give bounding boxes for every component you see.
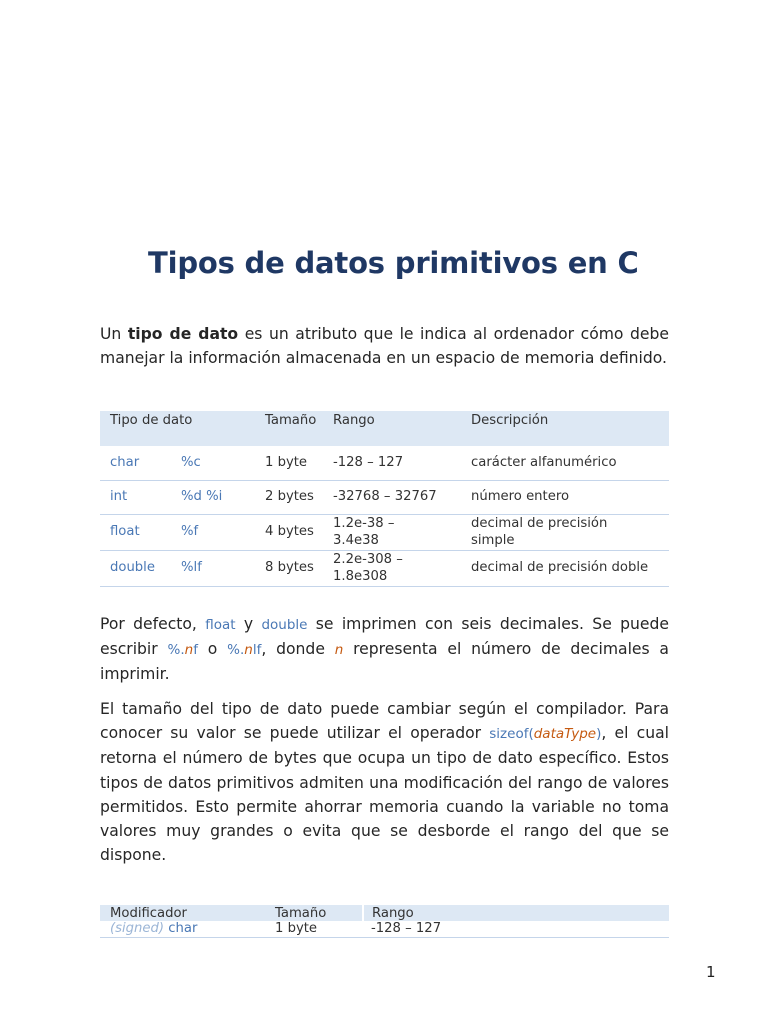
table-row (100, 921, 669, 937)
header-type: Tipo de dato (100, 411, 265, 446)
type-description: carácter alfanumérico (471, 446, 669, 480)
format-float-n: n (184, 642, 194, 659)
signed-modifier: (signed) (110, 921, 165, 937)
table-row (100, 446, 669, 480)
types-table (100, 411, 669, 587)
types-table-header (100, 411, 669, 446)
table-row (100, 480, 669, 514)
type-name: char (168, 921, 198, 937)
type-size: 4 bytes (265, 514, 333, 550)
intro-bold-term: tipo de dato (127, 325, 239, 343)
format-float-suffix: f (193, 642, 198, 659)
format-specifier: %c (181, 446, 265, 480)
modifier-range: -128 – 127 (363, 921, 669, 937)
intro-text-end: es un atributo que le indica al ordenador cómo debe manejar la información almacenada en un espacio de memoria definido. (100, 325, 669, 368)
sizeof-close: ) (596, 726, 602, 743)
header-range: Rango (363, 905, 669, 921)
format-specifier: %lf (181, 550, 265, 586)
header-size: Tamaño (275, 905, 363, 921)
format-double-n: n (244, 642, 253, 659)
header-modifier: Modificador (100, 905, 275, 921)
type-size: 8 bytes (265, 550, 333, 586)
defaults-text: representa el número de decimales a imprimir. (100, 640, 669, 684)
format-double-prefix: %. (227, 642, 245, 659)
modifiers-table (100, 905, 669, 938)
header-description: Descripción (471, 411, 669, 446)
format-double-suffix: lf (252, 642, 262, 659)
type-range: 1.2e-38 – 3.4e38 (333, 514, 471, 550)
intro-text-start: Un (100, 325, 128, 343)
table-row (100, 550, 669, 586)
type-name: float (100, 514, 181, 550)
defaults-paragraph (100, 612, 669, 687)
type-size: 1 byte (265, 446, 333, 480)
type-name: int (100, 480, 181, 514)
type-range: 2.2e-308 – 1.8e308 (333, 550, 471, 586)
modifier-cell (100, 921, 275, 937)
type-name: char (100, 446, 181, 480)
type-description: decimal de precisión simple (471, 514, 669, 550)
sizeof-operator: sizeof( (489, 726, 534, 743)
n-variable: n (334, 642, 344, 659)
double-keyword: double (261, 617, 308, 633)
type-description: decimal de precisión doble (471, 550, 669, 586)
defaults-text: y (235, 615, 262, 633)
format-specifier: %d %i (181, 480, 265, 514)
size-paragraph (100, 697, 669, 867)
float-keyword: float (205, 617, 236, 633)
size-text: El tamaño del tipo de dato puede cambiar según el compilador. Para conocer su valor se puede utilizar el operador (100, 700, 669, 743)
type-range: -32768 – 32767 (333, 480, 471, 514)
format-specifier: %f (181, 514, 265, 550)
size-text: , el cual retorna el número de bytes que ocupa un tipo de dato específico. Estos tipos de datos primitivos admiten una modificación del rango de valores permitidos. Esto permite ahorrar memoria cuando la variable no toma valores muy grandes o evita que se desborde el rango del que se dispone. (100, 724, 669, 865)
defaults-text: se imprimen con seis decimales. Se puede escribir (100, 615, 669, 659)
format-float-prefix: %. (167, 642, 185, 659)
modifier-size: 1 byte (275, 921, 363, 937)
defaults-text: , donde (261, 640, 335, 659)
type-name: double (100, 550, 181, 586)
sizeof-argument: dataType (533, 726, 597, 743)
header-size: Tamaño (265, 411, 333, 446)
header-range: Rango (333, 411, 471, 446)
type-size: 2 bytes (265, 480, 333, 514)
type-range: -128 – 127 (333, 446, 471, 480)
page-number: 1 (706, 963, 716, 981)
modifiers-table-header (100, 905, 669, 921)
defaults-text: Por defecto, (100, 615, 206, 633)
page-title: Tipos de datos primitivos en C (148, 246, 639, 280)
table-row (100, 514, 669, 550)
intro-paragraph (100, 322, 669, 370)
type-description: número entero (471, 480, 669, 514)
defaults-text: o (197, 640, 228, 659)
